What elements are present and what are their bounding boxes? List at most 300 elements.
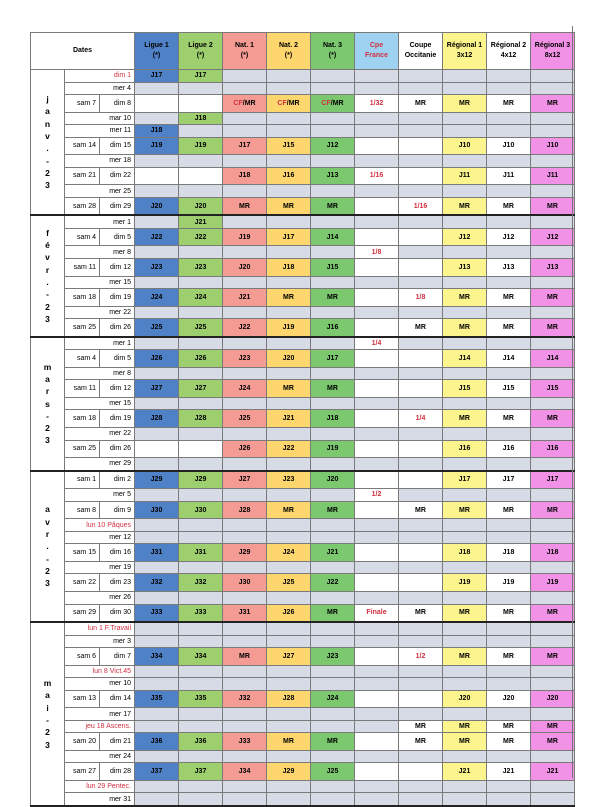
saturday-date: sam 6 <box>65 648 100 666</box>
cell-cpe: 1/4 <box>355 337 399 350</box>
cell-l2 <box>179 276 223 289</box>
calendar-row <box>31 428 575 441</box>
saturday-date: sam 25 <box>65 440 100 458</box>
saturday-date: sam 28 <box>65 197 100 215</box>
cell-r1: J10 <box>443 137 487 155</box>
cell-cpe: 1/16 <box>355 167 399 185</box>
cell-n2 <box>267 531 311 544</box>
cell-n3: J17 <box>311 350 355 368</box>
cell-r2 <box>487 246 531 259</box>
cell-l1 <box>135 635 179 648</box>
cell-coupe <box>399 215 443 228</box>
cell-l1 <box>135 793 179 806</box>
cell-r3 <box>531 665 575 678</box>
cell-n1 <box>223 750 267 763</box>
saturday-date: sam 13 <box>65 690 100 708</box>
cell-l1: J27 <box>135 380 179 398</box>
cell-r3 <box>531 622 575 635</box>
calendar-row <box>31 397 575 410</box>
month-letter: 3 <box>45 578 50 589</box>
header-row <box>31 33 575 70</box>
cell-n2: J16 <box>267 167 311 185</box>
cell-cpe <box>355 70 399 83</box>
cell-cpe <box>355 793 399 806</box>
cell-r1: MR <box>443 289 487 307</box>
sunday-date: dim 22 <box>100 167 135 185</box>
cell-l1 <box>135 622 179 635</box>
cell-n1: J31 <box>223 604 267 622</box>
cell-r3: J10 <box>531 137 575 155</box>
cell-r1: MR <box>443 197 487 215</box>
cell-n2 <box>267 125 311 138</box>
calendar-row <box>31 258 575 276</box>
cell-r2 <box>487 397 531 410</box>
cell-r2 <box>487 489 531 502</box>
cell-n1: J30 <box>223 574 267 592</box>
cell-l1 <box>135 397 179 410</box>
cell-n2 <box>267 276 311 289</box>
cell-n2: J15 <box>267 137 311 155</box>
cell-cpe <box>355 125 399 138</box>
cell-r3 <box>531 561 575 574</box>
cell-l2: J30 <box>179 501 223 519</box>
cell-l1: J34 <box>135 648 179 666</box>
month-letter: a <box>45 106 50 117</box>
cell-r2 <box>487 635 531 648</box>
weekday-date: mer 1 <box>65 337 135 350</box>
column-header-subtitle: (*) <box>196 52 205 59</box>
cell-l1: J25 <box>135 319 179 337</box>
cell-n1 <box>223 112 267 125</box>
cell-l2: J34 <box>179 648 223 666</box>
cell-l1 <box>135 367 179 380</box>
month-letter: 2 <box>45 565 50 576</box>
weekday-date: mer 11 <box>65 125 135 138</box>
cell-coupe <box>399 489 443 502</box>
calendar-row <box>31 197 575 215</box>
sunday-date: dim 21 <box>100 733 135 751</box>
cell-l2 <box>179 428 223 441</box>
calendar-row <box>31 289 575 307</box>
weekday-date: mer 10 <box>65 678 135 691</box>
saturday-date: sam 21 <box>65 167 100 185</box>
weekday-date: mer 15 <box>65 397 135 410</box>
cell-r2 <box>487 155 531 168</box>
cell-n1: J23 <box>223 350 267 368</box>
cell-coupe <box>399 592 443 605</box>
cell-r1: J11 <box>443 167 487 185</box>
cell-cpe <box>355 155 399 168</box>
cell-n2 <box>267 70 311 83</box>
cell-r2: J16 <box>487 440 531 458</box>
cell-coupe <box>399 574 443 592</box>
cell-cpe: 1/32 <box>355 95 399 113</box>
cell-n1: MR <box>223 648 267 666</box>
weekday-date: mer 31 <box>65 793 135 806</box>
cell-l2: J26 <box>179 350 223 368</box>
cell-n2 <box>267 458 311 471</box>
cell-coupe <box>399 82 443 95</box>
month-name <box>31 93 64 192</box>
month-letter: m <box>43 678 52 689</box>
sunday-date: dim 5 <box>100 350 135 368</box>
month-label <box>31 70 65 216</box>
weekday-date: mer 19 <box>65 561 135 574</box>
column-header-r1 <box>443 33 487 70</box>
sunday-date: dim 19 <box>100 289 135 307</box>
cell-l2: J20 <box>179 197 223 215</box>
cell-n1: J19 <box>223 228 267 246</box>
calendar-row <box>31 574 575 592</box>
cell-n1 <box>223 458 267 471</box>
calendar-row <box>31 733 575 751</box>
cell-cpe <box>355 440 399 458</box>
weekday-date: mer 22 <box>65 428 135 441</box>
cell-l2 <box>179 306 223 319</box>
cell-cpe <box>355 561 399 574</box>
sunday-date: dim 19 <box>100 410 135 428</box>
cell-r2: J15 <box>487 380 531 398</box>
cell-n2 <box>267 708 311 721</box>
cell-r3: J21 <box>531 763 575 781</box>
cell-n2 <box>267 337 311 350</box>
calendar-row <box>31 604 575 622</box>
cell-l2: J24 <box>179 289 223 307</box>
cell-r2: MR <box>487 501 531 519</box>
month-letter: a <box>45 373 50 384</box>
cell-r1 <box>443 622 487 635</box>
cell-n1 <box>223 306 267 319</box>
cell-l1: J18 <box>135 125 179 138</box>
cell-n1 <box>223 246 267 259</box>
cell-n3 <box>311 793 355 806</box>
month-letter: - <box>46 715 49 726</box>
weekday-date: mer 8 <box>65 246 135 259</box>
cell-n2: J26 <box>267 604 311 622</box>
cell-cpe <box>355 592 399 605</box>
month-letter: . <box>46 143 49 154</box>
cell-cpe <box>355 690 399 708</box>
cell-r2: MR <box>487 604 531 622</box>
month-label <box>31 471 65 622</box>
column-header-subtitle: (*) <box>284 52 293 59</box>
cell-n1 <box>223 635 267 648</box>
month-letter: i <box>46 702 49 713</box>
cell-r1 <box>443 337 487 350</box>
cell-coupe <box>399 690 443 708</box>
cell-l1: J23 <box>135 258 179 276</box>
saturday-date: sam 18 <box>65 289 100 307</box>
month-letter: 2 <box>45 423 50 434</box>
cell-l1 <box>135 428 179 441</box>
cell-r2: J18 <box>487 544 531 562</box>
cell-r2 <box>487 519 531 532</box>
cell-n3 <box>311 95 355 113</box>
cell-coupe <box>399 397 443 410</box>
cell-coupe <box>399 380 443 398</box>
column-header-title: Nat. 1 <box>234 41 255 49</box>
calendar-row <box>31 246 575 259</box>
cell-coupe: MR <box>399 604 443 622</box>
weekday-date: mer 4 <box>65 82 135 95</box>
calendar-row <box>31 471 575 489</box>
cell-cpe <box>355 428 399 441</box>
calendar-row <box>31 544 575 562</box>
saturday-date: sam 8 <box>65 501 100 519</box>
cell-r1: J19 <box>443 574 487 592</box>
weekday-date: mer 18 <box>65 155 135 168</box>
cell-n1 <box>223 367 267 380</box>
cell-r2 <box>487 750 531 763</box>
cell-r2 <box>487 531 531 544</box>
month-letter: 2 <box>45 167 50 178</box>
cell-cpe <box>355 410 399 428</box>
cell-n3 <box>311 635 355 648</box>
weekday-date: lun 8 Vict.45 <box>65 665 135 678</box>
cell-n2: J29 <box>267 763 311 781</box>
cell-r3: MR <box>531 720 575 733</box>
calendar-row <box>31 380 575 398</box>
cell-l1: J35 <box>135 690 179 708</box>
cell-l2: J32 <box>179 574 223 592</box>
cell-n2: J24 <box>267 544 311 562</box>
cell-l2: J18 <box>179 112 223 125</box>
cell-l1: J19 <box>135 137 179 155</box>
calendar-row <box>31 276 575 289</box>
cell-n2 <box>267 306 311 319</box>
cell-r2 <box>487 665 531 678</box>
cell-cpe <box>355 780 399 793</box>
weekday-date: mer 24 <box>65 750 135 763</box>
cell-r2: MR <box>487 733 531 751</box>
cell-n2 <box>267 678 311 691</box>
month-letter: r <box>45 264 50 275</box>
month-letter: a <box>45 690 50 701</box>
month-letter: 2 <box>45 301 50 312</box>
cell-r2 <box>487 780 531 793</box>
cell-l1 <box>135 665 179 678</box>
column-header-title: Nat. 2 <box>278 41 299 49</box>
cell-n2 <box>267 112 311 125</box>
cell-r1 <box>443 185 487 198</box>
calendar-row <box>31 780 575 793</box>
cell-r3 <box>531 276 575 289</box>
cell-l2 <box>179 780 223 793</box>
cell-r3 <box>531 155 575 168</box>
cell-coupe <box>399 544 443 562</box>
cell-coupe <box>399 561 443 574</box>
cell-n1 <box>223 708 267 721</box>
cell-n3: J13 <box>311 167 355 185</box>
cell-r1: MR <box>443 95 487 113</box>
calendar-row <box>31 70 575 83</box>
cell-cpe <box>355 319 399 337</box>
cell-l1 <box>135 306 179 319</box>
cell-coupe <box>399 367 443 380</box>
cell-cpe <box>355 733 399 751</box>
saturday-date: sam 25 <box>65 319 100 337</box>
cell-l2: J36 <box>179 733 223 751</box>
month-letter: - <box>46 410 49 421</box>
cell-coupe: MR <box>399 720 443 733</box>
saturday-date: sam 7 <box>65 95 100 113</box>
cell-coupe <box>399 708 443 721</box>
cell-l2: J23 <box>179 258 223 276</box>
calendar-row <box>31 155 575 168</box>
cell-r2 <box>487 793 531 806</box>
cell-n2 <box>267 780 311 793</box>
month-name <box>31 227 64 326</box>
weekday-date: mer 26 <box>65 592 135 605</box>
cell-l1 <box>135 246 179 259</box>
column-header-title: Régional 1 <box>446 41 483 49</box>
cell-n2 <box>267 561 311 574</box>
cell-r1 <box>443 750 487 763</box>
cell-r2 <box>487 112 531 125</box>
cell-cpe <box>355 82 399 95</box>
month-letter: n <box>44 118 51 129</box>
cell-cpe <box>355 380 399 398</box>
weekday-date: mer 25 <box>65 185 135 198</box>
cell-n1: J18 <box>223 167 267 185</box>
cell-cpe: Finale <box>355 604 399 622</box>
cell-n1 <box>223 561 267 574</box>
cell-coupe: 1/4 <box>399 410 443 428</box>
cell-l2: J35 <box>179 690 223 708</box>
mr-label: /MR <box>242 99 256 107</box>
cell-coupe <box>399 531 443 544</box>
cell-r2: J19 <box>487 574 531 592</box>
sunday-date: dim 12 <box>100 258 135 276</box>
cell-r3 <box>531 708 575 721</box>
cell-cpe <box>355 720 399 733</box>
cell-n3: MR <box>311 501 355 519</box>
cell-r1: MR <box>443 319 487 337</box>
cell-r1 <box>443 531 487 544</box>
cell-n3 <box>311 246 355 259</box>
cell-r3 <box>531 750 575 763</box>
calendar-row <box>31 306 575 319</box>
calendar-row <box>31 489 575 502</box>
cell-r1 <box>443 561 487 574</box>
cell-r3: J16 <box>531 440 575 458</box>
column-header-l1 <box>135 33 179 70</box>
cell-coupe: MR <box>399 733 443 751</box>
cell-coupe <box>399 678 443 691</box>
cell-l2: J29 <box>179 471 223 489</box>
cell-n2: MR <box>267 501 311 519</box>
cell-l2 <box>179 246 223 259</box>
cell-l1 <box>135 519 179 532</box>
cell-r3: J17 <box>531 471 575 489</box>
saturday-date: sam 15 <box>65 544 100 562</box>
cell-r1 <box>443 125 487 138</box>
month-label <box>31 622 65 806</box>
cell-r1: J17 <box>443 471 487 489</box>
column-header-coupe <box>399 33 443 70</box>
month-letter: r <box>45 386 50 397</box>
cell-cpe <box>355 471 399 489</box>
cell-l1: J32 <box>135 574 179 592</box>
cell-coupe <box>399 780 443 793</box>
cell-r1 <box>443 215 487 228</box>
cell-l2: J21 <box>179 215 223 228</box>
cell-r3: J15 <box>531 380 575 398</box>
column-header-title: Cpe <box>369 41 384 49</box>
cell-coupe <box>399 228 443 246</box>
cell-n3 <box>311 215 355 228</box>
month-letter: r <box>45 528 50 539</box>
cell-n2 <box>267 489 311 502</box>
cell-n1 <box>223 793 267 806</box>
column-header-title: Nat. 3 <box>322 41 343 49</box>
cell-l1: J37 <box>135 763 179 781</box>
cell-r3: MR <box>531 95 575 113</box>
cell-r3 <box>531 70 575 83</box>
right-border-line <box>572 26 573 778</box>
cell-n2 <box>267 428 311 441</box>
cell-cpe: 1/8 <box>355 246 399 259</box>
cell-cpe <box>355 228 399 246</box>
month-letter: v <box>45 516 50 527</box>
cell-n1 <box>223 489 267 502</box>
cell-n3 <box>311 82 355 95</box>
cell-l2: J25 <box>179 319 223 337</box>
cell-l1: J17 <box>135 70 179 83</box>
calendar-row <box>31 561 575 574</box>
cell-n2: J28 <box>267 690 311 708</box>
calendar-row <box>31 622 575 635</box>
cell-r1 <box>443 367 487 380</box>
cell-coupe <box>399 258 443 276</box>
cell-r2: J14 <box>487 350 531 368</box>
cell-n2 <box>267 397 311 410</box>
cell-n2: MR <box>267 289 311 307</box>
cell-r3: J19 <box>531 574 575 592</box>
cell-r3: MR <box>531 648 575 666</box>
cell-n2: MR <box>267 197 311 215</box>
cell-cpe <box>355 137 399 155</box>
cell-cpe <box>355 289 399 307</box>
sunday-date: dim 2 <box>100 471 135 489</box>
weekday-date: mer 12 <box>65 531 135 544</box>
cell-coupe <box>399 665 443 678</box>
cell-n3: MR <box>311 733 355 751</box>
cell-r1: J12 <box>443 228 487 246</box>
cell-l2 <box>179 750 223 763</box>
cell-r2 <box>487 70 531 83</box>
cell-r2 <box>487 185 531 198</box>
cell-n2 <box>267 720 311 733</box>
column-header-l2 <box>179 33 223 70</box>
cell-n3 <box>311 112 355 125</box>
cell-n3 <box>311 185 355 198</box>
sunday-date: dim 8 <box>100 95 135 113</box>
cell-r3 <box>531 592 575 605</box>
cell-l2 <box>179 720 223 733</box>
cell-r2 <box>487 458 531 471</box>
cell-n2: J19 <box>267 319 311 337</box>
cell-l2 <box>179 561 223 574</box>
cell-n3 <box>311 337 355 350</box>
cell-r1 <box>443 780 487 793</box>
cell-l1 <box>135 95 179 113</box>
cell-cpe <box>355 215 399 228</box>
cell-n2 <box>267 82 311 95</box>
cell-r3 <box>531 367 575 380</box>
cell-r2 <box>487 561 531 574</box>
calendar-row <box>31 720 575 733</box>
